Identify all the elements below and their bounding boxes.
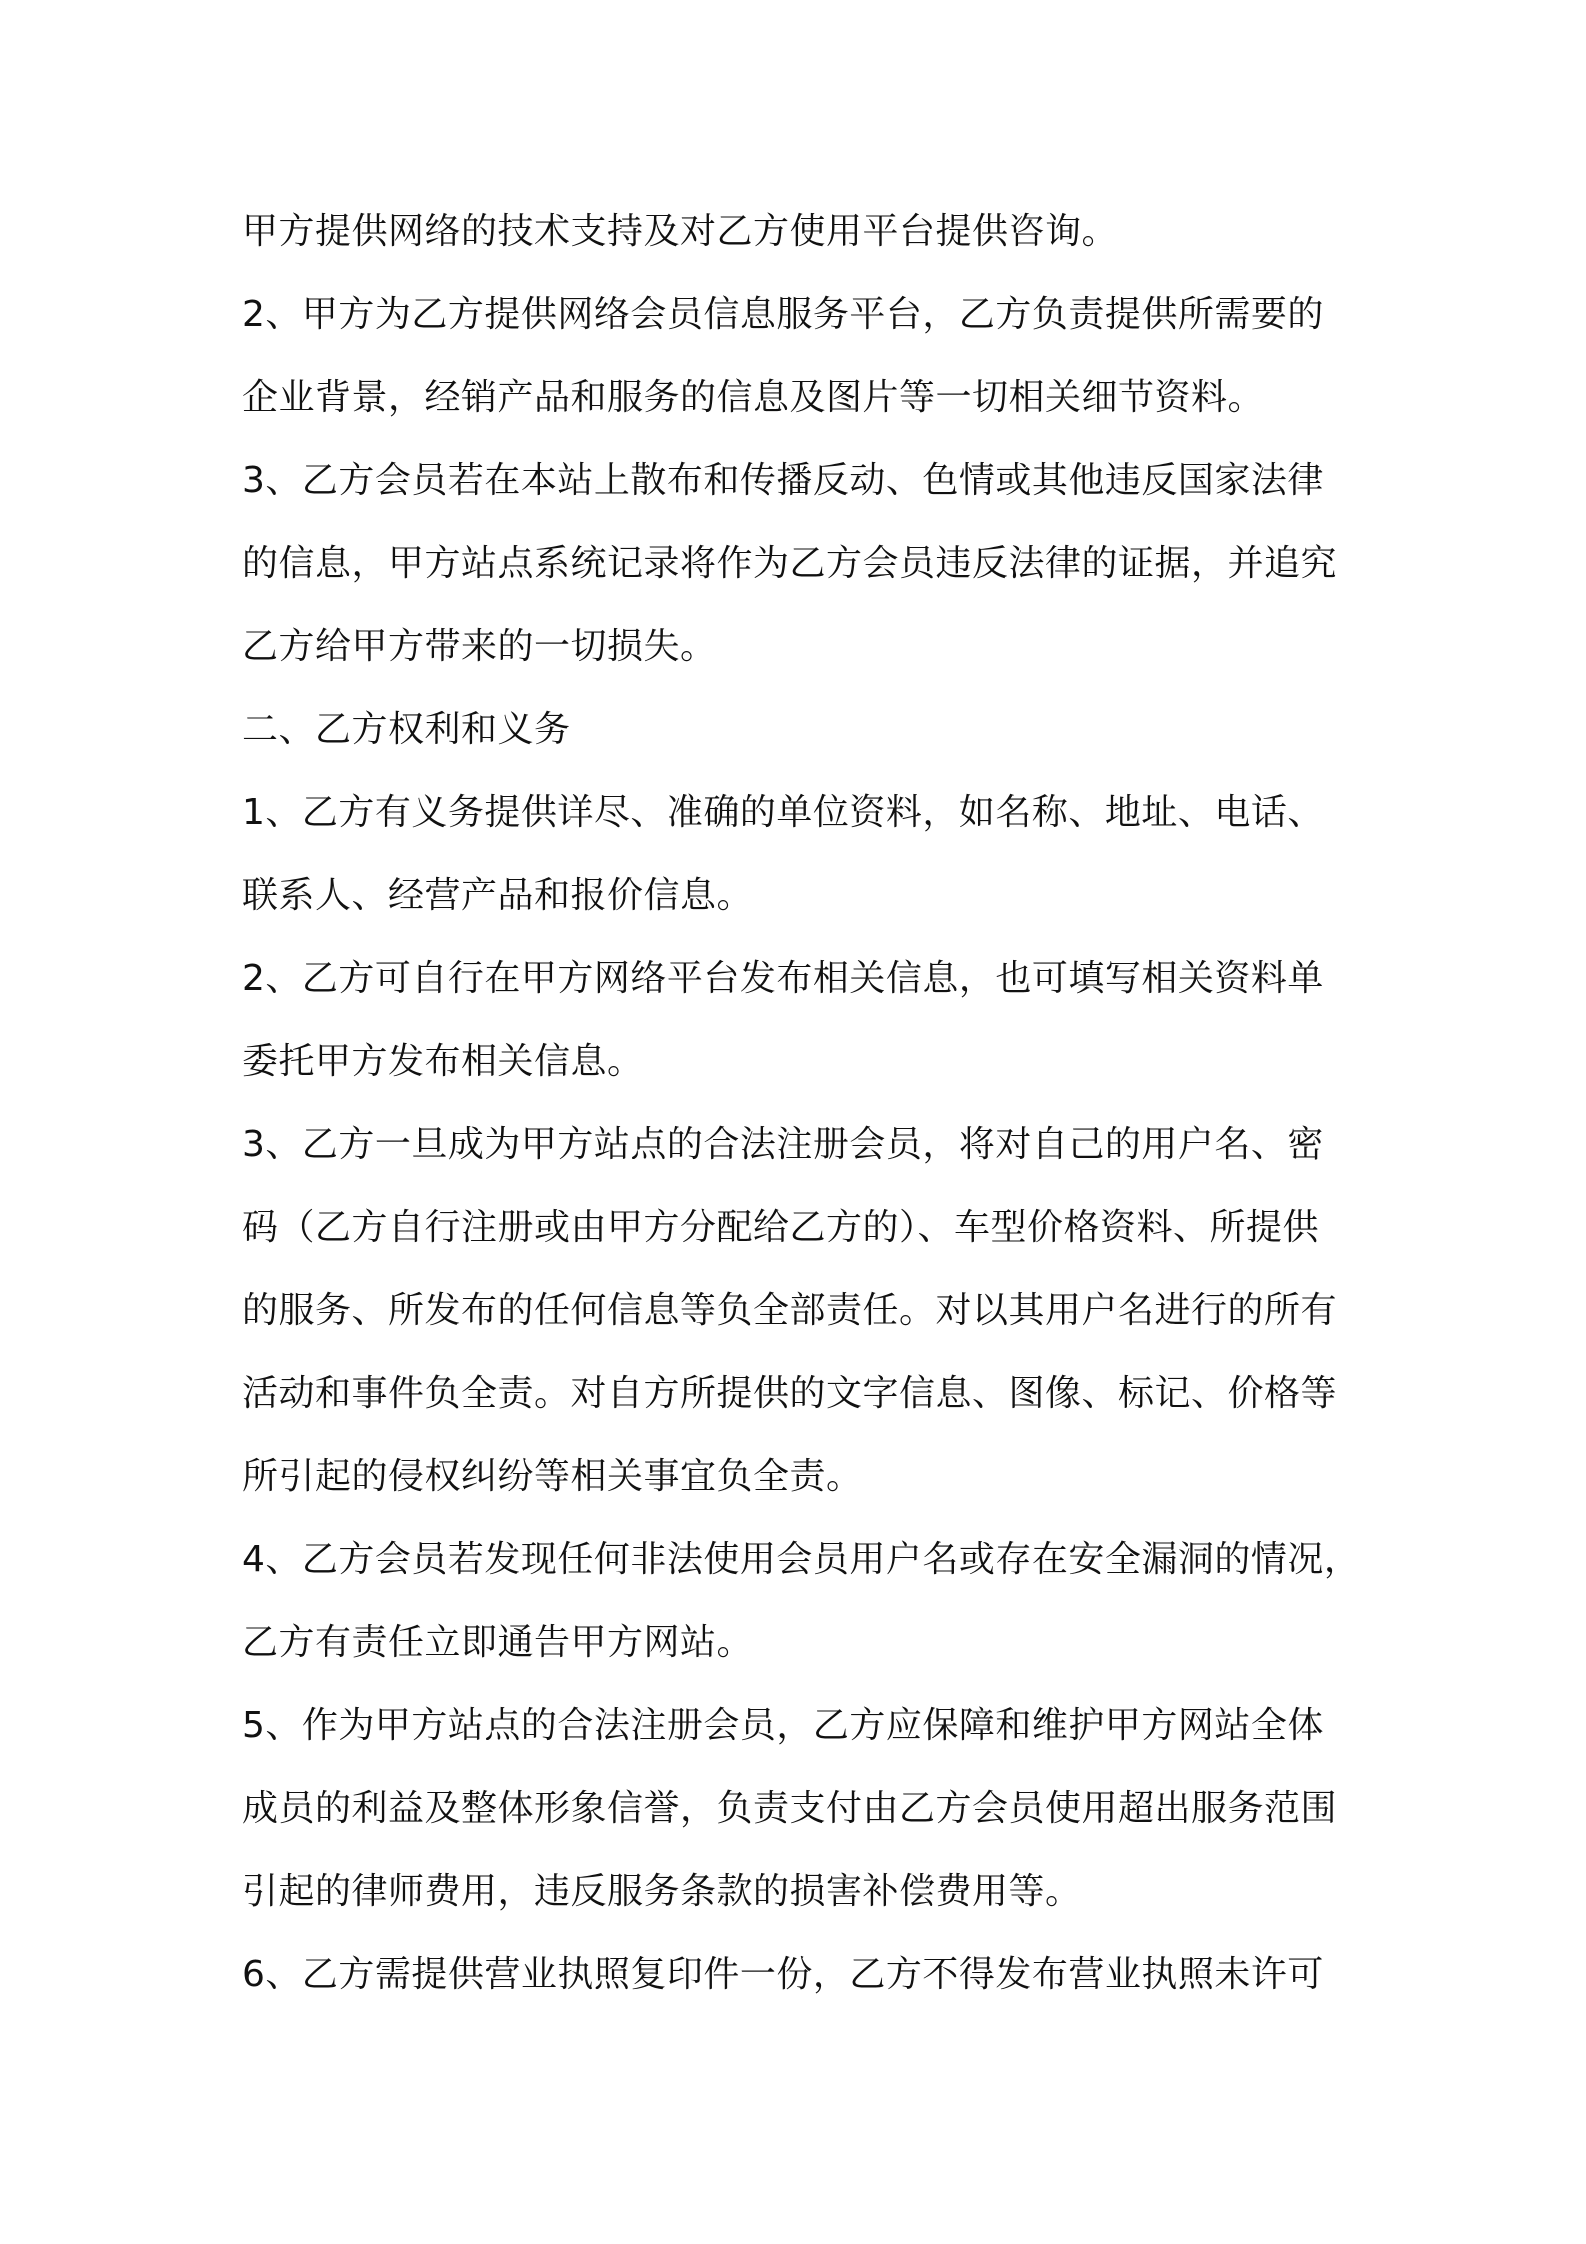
- section-heading: 二、乙方权利和义务: [242, 709, 571, 750]
- text-line: 引起的律师费用，违反服务条款的损害补偿费用等。: [242, 1871, 1082, 1912]
- text-line: 联系人、经营产品和报价信息。: [242, 875, 754, 916]
- text-line: 委托甲方发布相关信息。: [242, 1041, 644, 1082]
- text-line: 的信息，甲方站点系统记录将作为乙方会员违反法律的证据，并追究: [242, 543, 1338, 584]
- text-line: 5、作为甲方站点的合法注册会员，乙方应保障和维护甲方网站全体: [242, 1705, 1324, 1746]
- text-line: 所引起的侵权纠纷等相关事宜负全责。: [242, 1456, 863, 1497]
- document-body: [242, 190, 1368, 2016]
- text-line: 乙方给甲方带来的一切损失。: [242, 626, 717, 667]
- text-line: 企业背景，经销产品和服务的信息及图片等一切相关细节资料。: [242, 377, 1265, 418]
- text-line: 成员的利益及整体形象信誉，负责支付由乙方会员使用超出服务范围: [242, 1788, 1338, 1829]
- text-line: 2、甲方为乙方提供网络会员信息服务平台，乙方负责提供所需要的: [242, 294, 1324, 335]
- text-line: 6、乙方需提供营业执照复印件一份，乙方不得发布营业执照未许可: [242, 1954, 1324, 1995]
- text-line: 4、乙方会员若发现任何非法使用会员用户名或存在安全漏洞的情况，: [242, 1539, 1361, 1580]
- text-line: 1、乙方有义务提供详尽、准确的单位资料，如名称、地址、电话、: [242, 792, 1324, 833]
- text-line: 3、乙方会员若在本站上散布和传播反动、色情或其他违反国家法律: [242, 460, 1324, 501]
- text-line: 甲方提供网络的技术支持及对乙方使用平台提供咨询。: [242, 211, 1119, 252]
- text-line: 码（乙方自行注册或由甲方分配给乙方的）、车型价格资料、所提供: [242, 1207, 1320, 1248]
- text-line: 2、乙方可自行在甲方网络平台发布相关信息，也可填写相关资料单: [242, 958, 1324, 999]
- text-line: 3、乙方一旦成为甲方站点的合法注册会员，将对自己的用户名、密: [242, 1124, 1324, 1165]
- text-line: 活动和事件负全责。对自方所提供的文字信息、图像、标记、价格等: [242, 1373, 1338, 1414]
- text-line: 的服务、所发布的任何信息等负全部责任。对以其用户名进行的所有: [242, 1290, 1338, 1331]
- text-line: 乙方有责任立即通告甲方网站。: [242, 1622, 754, 1663]
